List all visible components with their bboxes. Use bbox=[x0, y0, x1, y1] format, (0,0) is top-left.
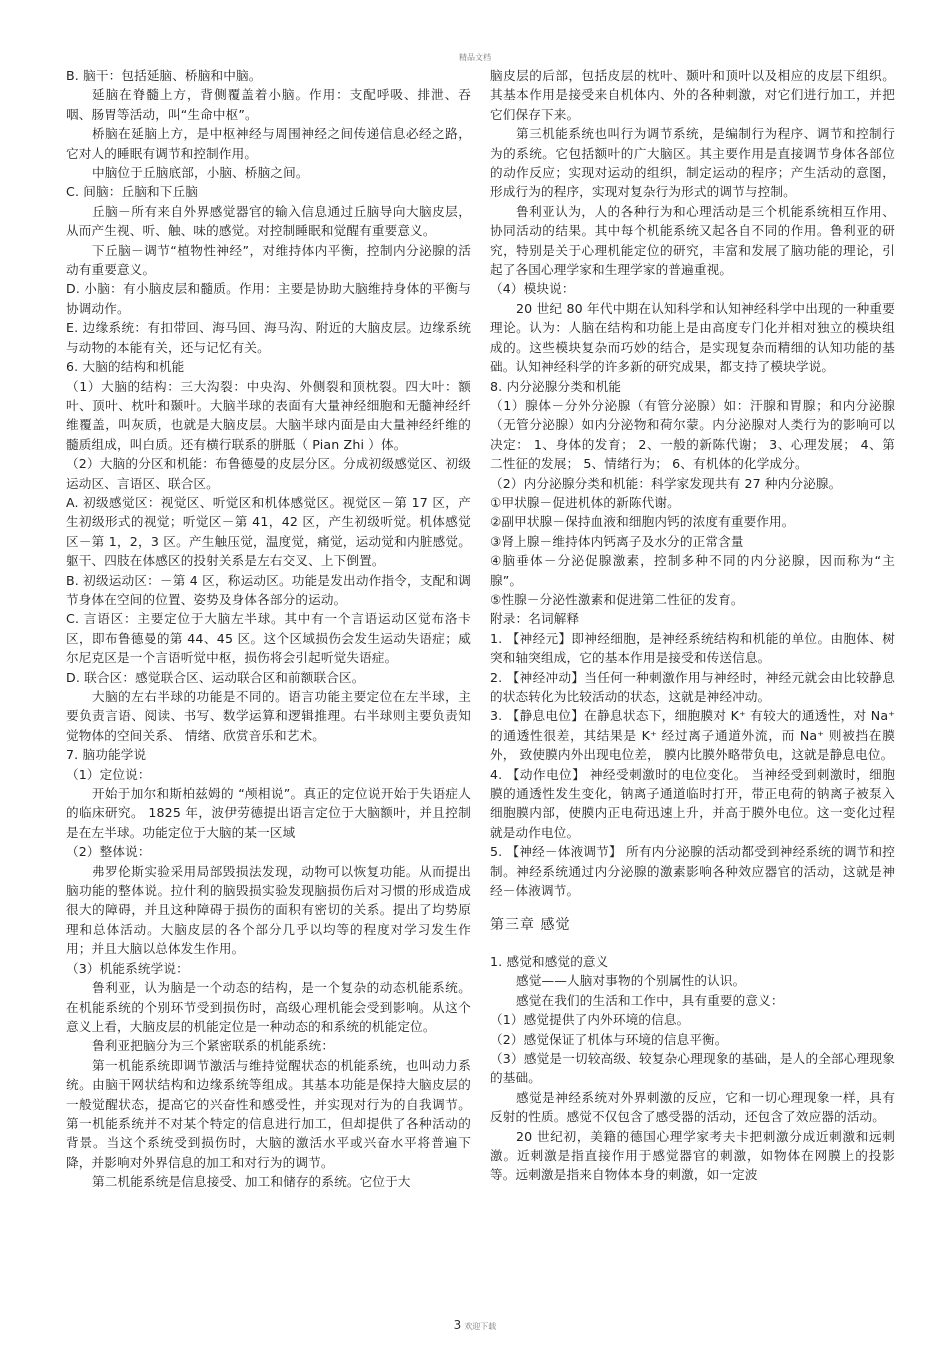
paragraph: 弗罗伦斯实验采用局部毁损法发现，动物可以恢复功能。从而提出脑功能的整体说。拉什利的脑毁损实验发现脑损伤后对习惯的形成造成很大的障碍，并且这种障碍于损伤的面积有密切的关系。提出了均势原理和总体活动。大脑皮层的各个部分几乎以均等的程度对学习发生作用；并且大脑以总体发生作用。 bbox=[66, 863, 471, 957]
paragraph: 鲁利亚认为，人的各种行为和心理活动是三个机能系统相互作用、协同活动的结果。其中每个机能系统又起各自不同的作用。鲁利亚的研究，特别是关于心理机能定位的研究，丰富和发展了脑功能的理论，引起了各国心理学家和生理学家的普遍重视。 bbox=[490, 203, 895, 278]
paragraph: 20 世纪 80 年代中期在认知科学和认知神经科学中出现的一种重要理论。认为：人脑在结构和功能上是由高度专门化并相对独立的模块组成的。这些模块复杂而巧妙的结合，是实现复杂而精细的认知功能的基础。认知神经科学的许多新的研究成果，都支持了模块学说。 bbox=[490, 300, 895, 375]
left-column bbox=[66, 66, 471, 1192]
paragraph: （2）大脑的分区和机能：布鲁德曼的皮层分区。分成初级感觉区、初级运动区、言语区、联合区。 bbox=[66, 456, 471, 491]
paragraph: （2）整体说： bbox=[66, 844, 151, 860]
paragraph: 5. 【神经－体液调节】 所有内分泌腺的活动都受到神经系统的调节和控制。神经系统通过内分泌腺的激素影响各种效应器官的活动，这就是神经－体液调节。 bbox=[490, 844, 895, 899]
paragraph: 1. 感觉和感觉的意义 bbox=[490, 953, 609, 969]
paragraph: 丘脑－所有来自外界感觉器官的输入信息通过丘脑导向大脑皮层，从而产生视、听、触、味的感觉。对控制睡眠和觉醒有重要意义。 bbox=[66, 203, 471, 239]
paragraph: 第一机能系统即调节激活与维持觉醒状态的机能系统，也叫动力系统。由脑干网状结构和边缘系统等组成。其基本功能是保持大脑皮层的一般觉醒状态，提高它的兴奋性和感受性，并实现对行为的自我调节。第一机能系统并不对某个特定的信息进行加工，但却提供了各种活动的背景。当这个系统受到损伤时，大脑的激活水平或兴奋水平将普遍下降，并影响对外界信息的加工和对行为的调节。 bbox=[66, 1057, 471, 1170]
paragraph: 下丘脑－调节“植物性神经”，对维持体内平衡，控制内分泌腺的活动有重要意义。 bbox=[66, 242, 471, 278]
paragraph: 6. 大脑的结构和机能 bbox=[66, 359, 185, 375]
paragraph: ①甲状腺－促进机体的新陈代谢。 bbox=[490, 494, 680, 510]
paragraph: 中脑位于丘脑底部，小脑、桥脑之间。 bbox=[92, 165, 309, 181]
paragraph: 鲁利亚，认为脑是一个动态的结构，是一个复杂的动态机能系统。在机能系统的个别环节受到损伤时，高级心理机能会受到影响。从这个意义上看，大脑皮层的机能定位是一种动态的和系统的机能定位。 bbox=[66, 980, 471, 1034]
right-column bbox=[490, 66, 895, 1185]
paragraph: 附录：名词解释 bbox=[490, 611, 580, 627]
paragraph: C. 言语区：主要定位于大脑左半球。其中有一个言语运动区觉布洛卡区，即布鲁德曼的第 44、45 区。这个区域损伤会发生运动失语症；威尔尼克区是一个言语听觉中枢，损伤将会引起听觉失语症。 bbox=[66, 611, 471, 666]
paragraph: 1. 【神经元】即神经细胞，是神经系统结构和机能的单位。由胞体、树突和轴突组成，它的基本作用是接受和传送信息。 bbox=[490, 630, 895, 666]
paragraph: 鲁利亚把脑分为三个紧密联系的机能系统： bbox=[92, 1038, 335, 1054]
paragraph: 开始于加尔和斯柏兹姆的 “颅相说”。真正的定位说开始于失语症人的临床研究。 1825 年，波伊劳德提出语言定位于大脑额叶，并且控制是在左半球。功能定位于大脑的某一区域 bbox=[66, 786, 471, 840]
paragraph: 感觉——人脑对事物的个别属性的认识。 bbox=[516, 973, 746, 989]
paragraph: （2）内分泌腺分类和机能：科学家发现共有 27 种内分泌腺。 bbox=[490, 475, 842, 491]
paragraph: C. 间脑：丘脑和下丘脑 bbox=[66, 184, 198, 200]
paragraph: A. 初级感觉区：视觉区、听觉区和机体感觉区。视觉区－第 17 区，产生初级形式的视觉；听觉区－第 41，42 区，产生初级听觉。机体感觉区－第 1，2，3 区。产生触压觉，温度觉，痛觉，运动觉和内脏感觉。躯干、四肢在体感区的投射关系是左右交叉、上下倒置。 bbox=[66, 494, 471, 569]
chapter-heading: 第三章 感觉 bbox=[490, 917, 571, 934]
paragraph: （1）定位说： bbox=[66, 766, 151, 782]
paragraph: （3）机能系统学说： bbox=[66, 960, 189, 976]
paragraph: ⑤性腺－分泌性激素和促进第二性征的发育。 bbox=[490, 591, 744, 607]
paragraph: 20 世纪初，美籍的德国心理学家考夫卡把刺激分成近刺激和远刺激。近刺激是指直接作用于感觉器官的刺激，如物体在网膜上的投影等。远刺激是指来自物体本身的刺激，如一定波 bbox=[490, 1128, 895, 1183]
paragraph: 8. 内分泌腺分类和机能 bbox=[490, 378, 622, 394]
paragraph: 感觉是神经系统对外界刺激的反应，它和一切心理现象一样，具有反射的性质。感觉不仅包含了感受器的活动，还包含了效应器的活动。 bbox=[490, 1089, 895, 1125]
paragraph: E. 边缘系统：有扣带回、海马回、海马沟、附近的大脑皮层。边缘系统与动物的本能有关，还与记忆有关。 bbox=[66, 320, 471, 355]
paragraph: 第三机能系统也叫行为调节系统，是编制行为程序、调节和控制行为的系统。它包括额叶的广大脑区。其主要作用是直接调节身体各部位的动作反应；实现对运动的组织，制定运动的程序；产生活动的意图，形成行为的程序，实现对复杂行为形式的调节与控制。 bbox=[490, 126, 895, 200]
paragraph: （3）感觉是一切较高级、较复杂心理现象的基础，是人的全部心理现象的基础。 bbox=[490, 1050, 895, 1086]
paragraph: 脑皮层的后部，包括皮层的枕叶、颞叶和顶叶以及相应的皮层下组织。其基本作用是接受来自机体内、外的各种刺激，对它们进行加工，并把它们保存下来。 bbox=[490, 68, 895, 122]
page-number: 3 bbox=[453, 1318, 462, 1332]
footer-caption: 欢迎下载 bbox=[464, 1322, 497, 1331]
paragraph: 延脑在脊髓上方，背侧覆盖着小脑。作用：支配呼吸、排泄、吞咽、肠胃等活动，叫“生命中枢”。 bbox=[66, 87, 471, 122]
paragraph: B. 初级运动区：－第 4 区，称运动区。功能是发出动作指令，支配和调节身体在空间的位置、姿势及身体各部分的运动。 bbox=[66, 572, 471, 607]
page-footer bbox=[0, 1318, 950, 1332]
paragraph: D. 小脑：有小脑皮层和髓质。作用：主要是协助大脑维持身体的平衡与协调动作。 bbox=[66, 281, 471, 316]
paragraph: （1）腺体－分外分泌腺（有管分泌腺）如：汗腺和胃腺；和内分泌腺（无管分泌腺）如内分泌物和荷尔蒙。内分泌腺对人类行为的影响可以决定： 1、身体的发育； 2、一般的新陈代谢； 3、心理发展； 4、第二性征的发展； 5、情绪行为； 6、有机体的化学成分。 bbox=[490, 397, 895, 472]
paragraph: 感觉在我们的生活和工作中，具有重要的意义： bbox=[516, 992, 784, 1008]
paragraph: 7. 脑功能学说 bbox=[66, 747, 147, 763]
paragraph: 第二机能系统是信息接受、加工和储存的系统。它位于大 bbox=[92, 1174, 411, 1190]
paragraph: 桥脑在延脑上方，是中枢神经与周围神经之间传递信息必经之路，它对人的睡眠有调节和控制作用。 bbox=[66, 126, 471, 161]
paragraph: （1）感觉提供了内外环境的信息。 bbox=[490, 1012, 690, 1028]
paragraph: D. 联合区：感觉联合区、运动联合区和前额联合区。 bbox=[66, 669, 365, 685]
header-mark: 精品文档 bbox=[459, 53, 491, 62]
paragraph: （1）大脑的结构：三大沟裂：中央沟、外侧裂和顶枕裂。四大叶：额叶、顶叶、枕叶和颞叶。大脑半球的表面有大量神经细胞和无髓神经纤维覆盖，叫灰质，也就是大脑皮层。大脑半球内面是由大量神经纤维的髓质组成，叫白质。还有横行联系的胼胝（ Pian Zhi ）体。 bbox=[66, 378, 471, 452]
paragraph: ②副甲状腺－保持血液和细胞内钙的浓度有重要作用。 bbox=[490, 514, 795, 530]
paragraph: 2. 【神经冲动】当任何一种刺激作用与神经时，神经元就会由比较静息的状态转化为比较活动的状态，这就是神经冲动。 bbox=[490, 669, 895, 704]
paragraph: 大脑的左右半球的功能是不同的。语言功能主要定位在左半球，主要负责言语、阅读、书写、数学运算和逻辑推理。右半球则主要负责知觉物体的空间关系、 情绪、欣赏音乐和艺术。 bbox=[66, 689, 471, 743]
paragraph: （2）感觉保证了机体与环境的信息平衡。 bbox=[490, 1031, 728, 1047]
paragraph: B. 脑干：包括延脑、桥脑和中脑。 bbox=[66, 68, 262, 83]
paragraph: 3. 【静息电位】在静息状态下，细胞膜对 K⁺ 有较大的通透性，对 Na⁺ 的通透性很差，其结果是 K⁺ 经过离子通道外流，而 Na⁺ 则被挡在膜外， 致使膜内外出现电位差， 膜内比膜外略带负电，这就是静息电位。 bbox=[490, 708, 895, 763]
paragraph: ④脑垂体－分泌促腺激素，控制多种不同的内分泌腺，因而称为“主腺”。 bbox=[490, 553, 895, 588]
paragraph: 4. 【动作电位】 神经受刺激时的电位变化。 当神经受到刺激时，细胞膜的通透性发生变化，钠离子通道临时打开，带正电荷的钠离子被泵入细胞膜内部，使膜内正电荷迅速上升，并高于膜外电位。这一变化过程就是动作电位。 bbox=[490, 766, 895, 840]
paragraph: （4）模块说： bbox=[490, 281, 575, 297]
paragraph: ③肾上腺－维持体内钙离子及水分的正常含量 bbox=[490, 533, 744, 549]
